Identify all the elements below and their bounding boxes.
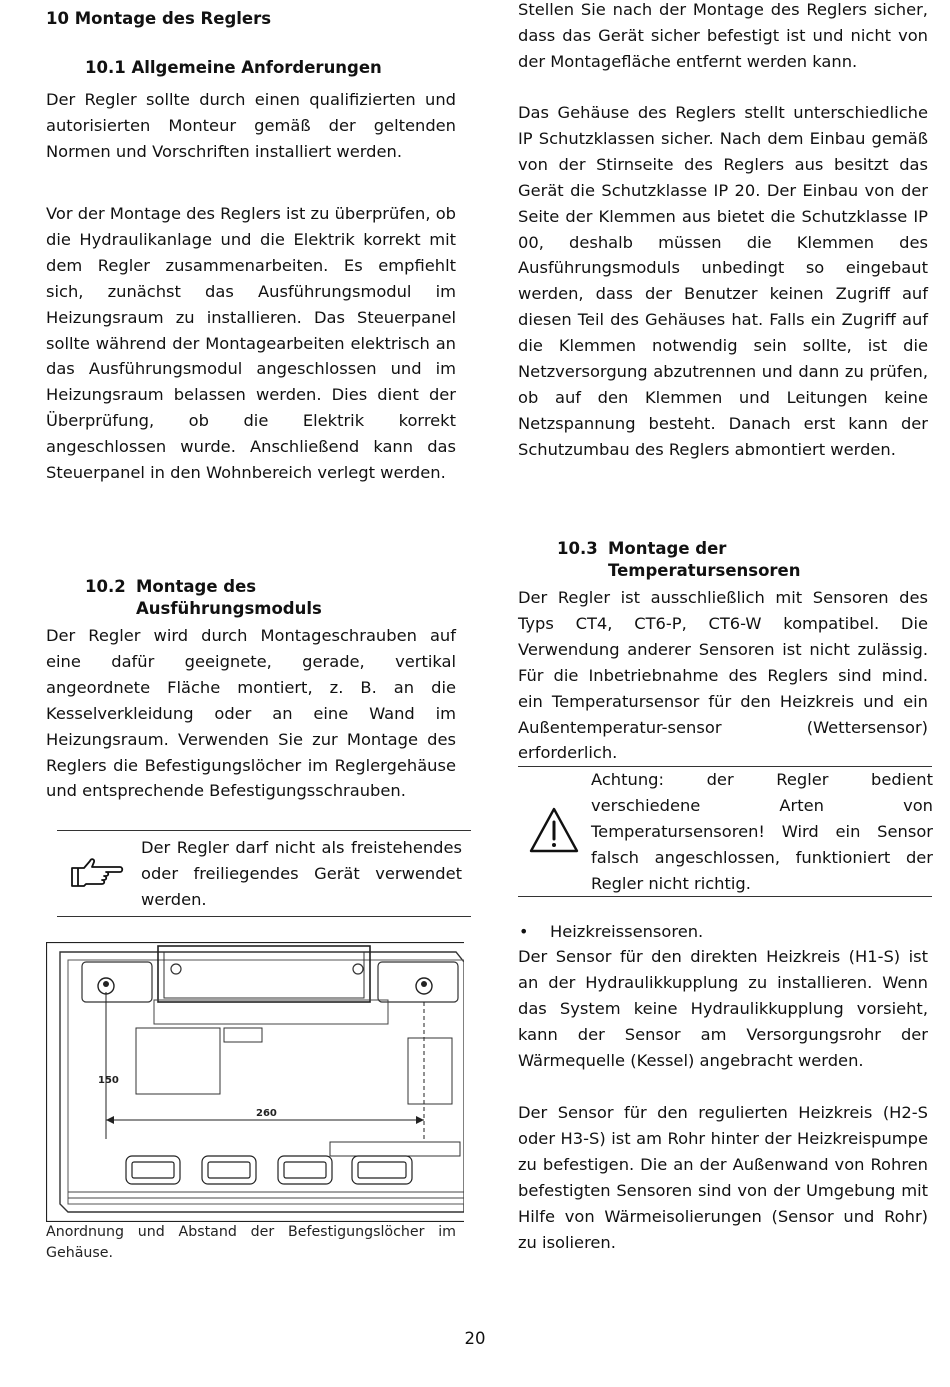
note-bottom-rule xyxy=(57,916,471,917)
figure-caption: Anordnung und Abstand der Befestigungslöcher im Gehäuse. xyxy=(46,1224,456,1261)
section-10-3-title-line-1: Montage der xyxy=(608,539,727,558)
warning-bottom-rule xyxy=(518,896,932,897)
note-text-box: Der Regler darf nicht als freistehendes oder freiliegendes Gerät verwendet werden. xyxy=(141,838,462,909)
section-10-3-title-line-2: Temperatursensoren xyxy=(608,561,801,580)
section-10-2-title-line-1: Montage des xyxy=(136,577,257,596)
dimension-label-150: 150 xyxy=(98,1075,119,1086)
section-10-2-title-line-2: Ausführungsmoduls xyxy=(136,599,322,618)
page-number: 20 xyxy=(464,1329,486,1348)
mounting-check-para: Stellen Sie nach der Montage des Reglers sicher, dass das Gerät sicher befestigt ist und nicht von der Montagefläche entfernt werden kann. xyxy=(518,0,928,71)
section-10-2-number: 10.2 xyxy=(85,577,126,596)
section-10-2-para-1: Der Regler wird durch Montageschrauben auf eine dafür geeignete, gerade, vertikal angeordnete Fläche montiert, z. B. an die Kesselverkleidung oder an eine Wand im Heizungsraum. Verwenden Sie zur Montage des Reglers die Befestigungslöcher im Reglergehäuse und entsprechende Befestigungsschrauben. xyxy=(46,626,456,801)
warning-text-box: Achtung: der Regler bedient verschiedene Arten von Temperatursensoren! Wird ein Sensor falsch angeschlossen, funktioniert der Regler nicht richtig. xyxy=(591,770,933,893)
note-top-rule xyxy=(57,830,471,831)
sensor-h2-h3-para: Der Sensor für den regulierten Heizkreis (H2-S oder H3-S) ist am Rohr hinter der Heizkreispumpe zu befestigen. Die an der Außenwand von Rohren befestigten Sensoren sind von der Umgebung mit Hilfe von Wärmeisolierungen (Sensor und Rohr) zu isolieren. xyxy=(518,1103,928,1252)
pointing-hand-icon xyxy=(66,854,126,894)
section-10-1-para-2: Vor der Montage des Reglers ist zu überprüfen, ob die Hydraulikanlage und die Elektrik korrekt mit dem Regler zusammenarbeiten. Es empfiehlt sich, zunächst das Ausführungsmodul im Heizungsraum zu installieren. Das Steuerpanel sollte während der Montagearbeiten elektrisch an das Ausführungsmodul angeschlossen und im Heizungsraum belassen werden. Dies dient der Überprüfung, ob die Elektrik korrekt angeschlossen wurde. Anschließend kann das Steuerpanel in den Wohnbereich verlegt werden. xyxy=(46,204,457,483)
dimension-label-260: 260 xyxy=(256,1108,277,1119)
section-10-1-heading: 10.1 Allgemeine Anforderungen xyxy=(85,58,382,77)
section-10-1-para-1: Der Regler sollte durch einen qualifizierten und autorisierten Monteur gemäß der geltenden Normen und Vorschriften installiert werden. xyxy=(46,90,456,161)
sensor-h1-para: Der Sensor für den direkten Heizkreis (H1-S) ist an der Hydraulikkupplung zu installieren. Wenn das System keine Hydraulikkupplung vorsieht, kann der Sensor am Versorgungsrohr der Wärmequelle (Kessel) angebracht werden. xyxy=(518,947,928,1070)
warning-triangle-icon xyxy=(528,806,580,854)
bullet-marker: • xyxy=(519,922,529,941)
mounting-holes-figure xyxy=(46,942,464,1222)
section-10-3-para-1: Der Regler ist ausschließlich mit Sensoren des Typs CT4, CT6-P, CT6-W kompatibel. Die Verwendung anderer Sensoren ist nicht zulässig. Für die Inbetriebnahme des Reglers sind mind. ein Temperatursensor für den Heizkreis und ein Außentemperatur-sensor (Wettersensor) erforderlich. xyxy=(518,588,928,763)
chapter-heading: 10 Montage des Reglers xyxy=(46,9,272,28)
bullet-heating-sensors: Heizkreissensoren. xyxy=(550,922,704,941)
section-10-3-number: 10.3 xyxy=(557,539,598,558)
ip-protection-para: Das Gehäuse des Reglers stellt unterschiedliche IP Schutzklassen sicher. Nach dem Einbau gemäß von der Stirnseite des Reglers aus besitzt das Gerät die Schutzklasse IP 20. Der Einbau von der Seite der Klemmen aus bietet die Schutzklasse IP 00, deshalb müssen die Klemmen des Ausführungsmoduls unbedingt so eingebaut werden, dass der Benutzer keinen Zugriff auf diesen Teil des Gehäuses hat. Falls ein Zugriff auf die Klemmen notwendig sein sollte, ist die Netzversorgung abzutrennen und dann zu prüfen, ob auf den Klemmen und Leitungen keine Netzspannung besteht. Danach erst kann der Schutzumbau des Reglers abmontiert werden. xyxy=(518,103,928,459)
